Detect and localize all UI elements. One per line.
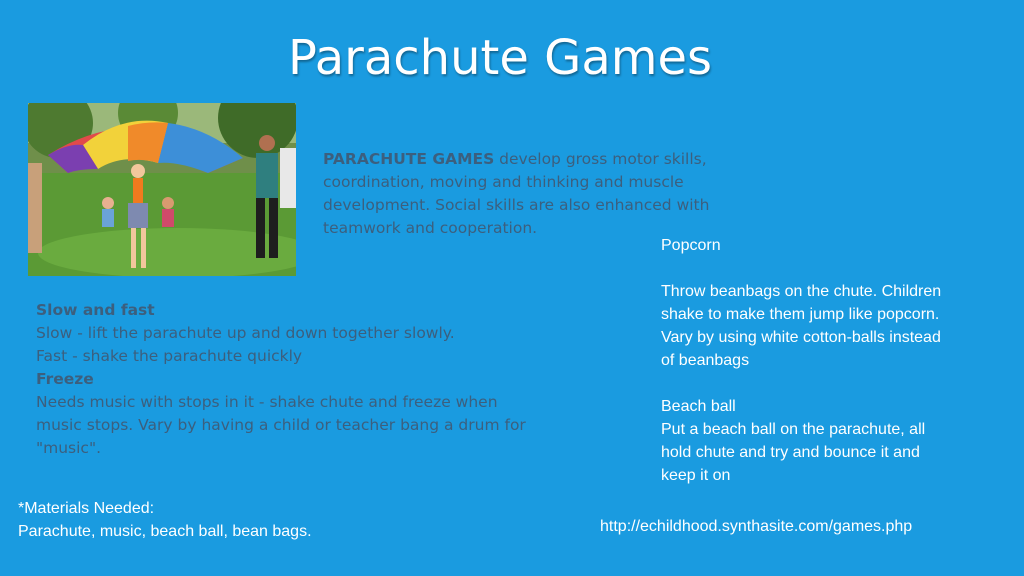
slide-title: Parachute Games xyxy=(287,30,713,86)
parachute-photo xyxy=(28,103,296,276)
fast-line: Fast - shake the parachute quickly xyxy=(36,347,303,365)
materials-section xyxy=(18,497,312,543)
materials-list: Parachute, music, beach ball, bean bags. xyxy=(18,523,312,540)
freeze-heading: Freeze xyxy=(36,370,94,388)
materials-heading: *Materials Needed: xyxy=(18,500,155,517)
freeze-text: Needs music with stops in it - shake chute and freeze when music stops. Vary by having a child or teacher bang a drum for "music". xyxy=(36,393,526,457)
intro-text: develop gross motor skills, coordination, moving and thinking and muscle development. Social skills are also enhanced with teamwork and cooperation. xyxy=(323,150,710,237)
right-games-section xyxy=(661,234,951,487)
parachute-illustration xyxy=(28,103,296,276)
slow-line: Slow - lift the parachute up and down together slowly. xyxy=(36,324,455,342)
slow-fast-heading: Slow and fast xyxy=(36,301,155,319)
beach-ball-text: Put a beach ball on the parachute, all hold chute and try and bounce it and keep it on xyxy=(661,421,926,484)
popcorn-heading: Popcorn xyxy=(661,237,721,254)
intro-paragraph xyxy=(323,148,763,240)
intro-lead: PARACHUTE GAMES xyxy=(323,150,495,168)
left-games-section xyxy=(36,299,546,460)
popcorn-text: Throw beanbags on the chute. Children shake to make them jump like popcorn. Vary by using white cotton-balls instead of beanbags xyxy=(661,283,942,369)
beach-ball-heading: Beach ball xyxy=(661,398,736,415)
source-url[interactable]: http://echildhood.synthasite.com/games.php xyxy=(600,518,913,535)
